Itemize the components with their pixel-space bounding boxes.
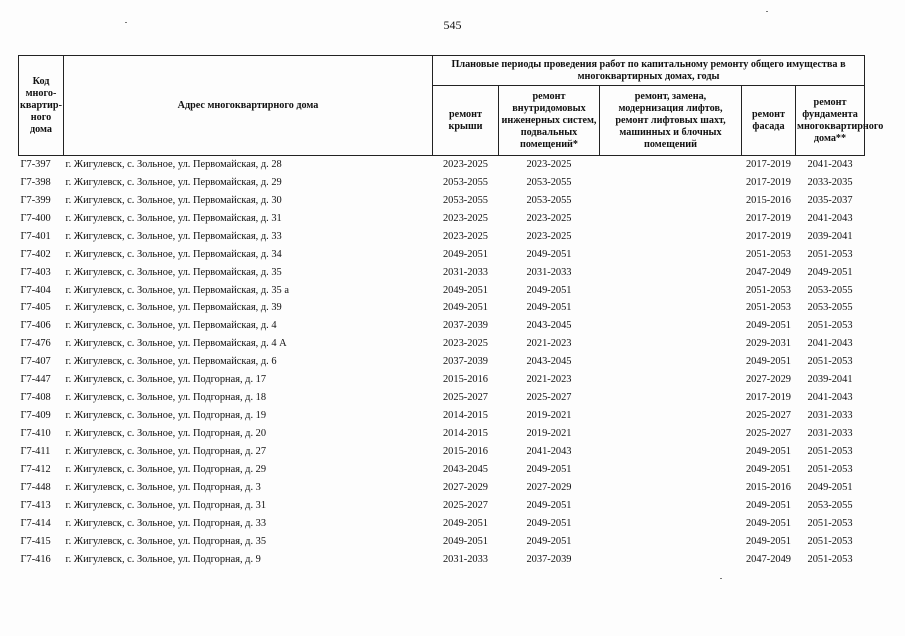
cell-engineering: 2021-2023 xyxy=(526,338,572,350)
cell-address: г. Жигулевск, с. Зольное, ул. Подгорная, д. 35 xyxy=(65,535,267,547)
cell-facade: 2029-2031 xyxy=(745,338,792,350)
cell-engineering: 2027-2029 xyxy=(526,481,572,493)
header-code: Код много-квартир-ного дома xyxy=(19,56,64,156)
cell-roof: 2053-2055 xyxy=(442,176,489,188)
cell-code: Г7-406 xyxy=(20,320,51,332)
cell-foundation: 2033-2035 xyxy=(807,176,853,188)
cell-engineering: 2021-2023 xyxy=(526,374,572,386)
scan-speck xyxy=(720,578,722,579)
cell-foundation: 2051-2053 xyxy=(807,463,853,475)
cell-address: г. Жигулевск, с. Зольное, ул. Подгорная, д. 3 xyxy=(65,481,261,493)
header-engineering: ремонт внутридомовых инженерных систем, подвальных помещений* xyxy=(499,86,600,156)
header-address: Адрес многоквартирного дома xyxy=(64,56,433,156)
header-facade: ремонт фасада xyxy=(742,86,796,156)
table-row xyxy=(19,264,865,282)
cell-engineering: 2049-2051 xyxy=(526,302,572,314)
cell-engineering: 2049-2051 xyxy=(526,284,572,296)
cell-engineering: 2025-2027 xyxy=(526,392,572,404)
cell-foundation: 2053-2055 xyxy=(807,284,853,296)
cell-engineering: 2053-2055 xyxy=(526,176,572,188)
table-row xyxy=(19,389,865,407)
cell-foundation: 2051-2053 xyxy=(807,320,853,332)
cell-address: г. Жигулевск, с. Зольное, ул. Первомайская, д. 6 xyxy=(65,356,277,368)
cell-roof: 2037-2039 xyxy=(442,320,489,332)
cell-facade: 2017-2019 xyxy=(745,176,792,188)
table-row xyxy=(19,497,865,515)
cell-engineering: 2049-2051 xyxy=(526,463,572,475)
cell-engineering: 2019-2021 xyxy=(526,410,572,422)
cell-elevators xyxy=(600,533,742,551)
cell-engineering: 2031-2033 xyxy=(526,266,572,278)
cell-roof: 2031-2033 xyxy=(442,553,489,565)
table-row xyxy=(19,156,865,174)
cell-elevators xyxy=(600,461,742,479)
cell-code: Г7-398 xyxy=(20,176,51,188)
cell-elevators xyxy=(600,282,742,300)
cell-engineering: 2023-2025 xyxy=(526,230,572,242)
cell-elevators xyxy=(600,246,742,264)
table-body xyxy=(19,156,865,569)
cell-code: Г7-411 xyxy=(20,445,51,457)
cell-facade: 2049-2051 xyxy=(745,517,792,529)
cell-foundation: 2053-2055 xyxy=(807,302,853,314)
table-row xyxy=(19,443,865,461)
cell-code: Г7-409 xyxy=(20,410,51,422)
cell-code: Г7-408 xyxy=(20,392,51,404)
cell-address: г. Жигулевск, с. Зольное, ул. Первомайская, д. 39 xyxy=(65,302,282,314)
cell-facade: 2017-2019 xyxy=(745,158,792,170)
cell-roof: 2049-2051 xyxy=(442,302,489,314)
cell-elevators xyxy=(600,497,742,515)
cell-roof: 2027-2029 xyxy=(442,481,489,493)
cell-code: Г7-397 xyxy=(20,158,51,170)
cell-elevators xyxy=(600,210,742,228)
cell-code: Г7-416 xyxy=(20,553,51,565)
table-row xyxy=(19,246,865,264)
cell-facade: 2051-2053 xyxy=(745,284,792,296)
table-row xyxy=(19,282,865,300)
cell-code: Г7-402 xyxy=(20,248,51,260)
cell-foundation: 2051-2053 xyxy=(807,445,853,457)
cell-elevators xyxy=(600,407,742,425)
cell-roof: 2023-2025 xyxy=(442,158,489,170)
cell-address: г. Жигулевск, с. Зольное, ул. Первомайская, д. 31 xyxy=(65,212,282,224)
cell-elevators xyxy=(600,192,742,210)
table-row xyxy=(19,515,865,533)
scan-speck xyxy=(125,22,127,23)
cell-elevators xyxy=(600,156,742,174)
header-foundation: ремонт фундамента многоквартирного дома** xyxy=(796,86,865,156)
cell-engineering: 2023-2025 xyxy=(526,158,572,170)
cell-code: Г7-476 xyxy=(20,338,51,350)
cell-roof: 2053-2055 xyxy=(442,194,489,206)
cell-roof: 2023-2025 xyxy=(442,338,489,350)
cell-foundation: 2041-2043 xyxy=(807,338,853,350)
cell-foundation: 2051-2053 xyxy=(807,248,853,260)
cell-engineering: 2023-2025 xyxy=(526,212,572,224)
header-roof: ремонт крыши xyxy=(433,86,499,156)
cell-facade: 2049-2051 xyxy=(745,320,792,332)
cell-roof: 2049-2051 xyxy=(442,535,489,547)
cell-address: г. Жигулевск, с. Зольное, ул. Подгорная, д. 20 xyxy=(65,428,267,440)
cell-foundation: 2031-2033 xyxy=(807,428,853,440)
cell-code: Г7-403 xyxy=(20,266,51,278)
table-row xyxy=(19,210,865,228)
cell-foundation: 2053-2055 xyxy=(807,499,853,511)
cell-engineering: 2043-2045 xyxy=(526,356,572,368)
cell-engineering: 2053-2055 xyxy=(526,194,572,206)
cell-facade: 2051-2053 xyxy=(745,248,792,260)
cell-facade: 2051-2053 xyxy=(745,302,792,314)
cell-facade: 2017-2019 xyxy=(745,392,792,404)
cell-foundation: 2041-2043 xyxy=(807,212,853,224)
cell-address: г. Жигулевск, с. Зольное, ул. Первомайская, д. 29 xyxy=(65,176,282,188)
cell-address: г. Жигулевск, с. Зольное, ул. Первомайская, д. 30 xyxy=(65,194,282,206)
cell-foundation: 2051-2053 xyxy=(807,553,853,565)
cell-facade: 2025-2027 xyxy=(745,428,792,440)
cell-address: г. Жигулевск, с. Зольное, ул. Подгорная, д. 31 xyxy=(65,499,267,511)
cell-foundation: 2051-2053 xyxy=(807,356,853,368)
cell-facade: 2027-2029 xyxy=(745,374,792,386)
cell-address: г. Жигулевск, с. Зольное, ул. Подгорная, д. 27 xyxy=(65,445,267,457)
cell-facade: 2049-2051 xyxy=(745,445,792,457)
cell-code: Г7-405 xyxy=(20,302,51,314)
cell-code: Г7-400 xyxy=(20,212,51,224)
cell-address: г. Жигулевск, с. Зольное, ул. Первомайская, д. 4 xyxy=(65,320,277,332)
cell-roof: 2014-2015 xyxy=(442,410,489,422)
table-row xyxy=(19,300,865,318)
cell-address: г. Жигулевск, с. Зольное, ул. Первомайская, д. 33 xyxy=(65,230,282,242)
cell-engineering: 2049-2051 xyxy=(526,248,572,260)
cell-facade: 2017-2019 xyxy=(745,230,792,242)
cell-facade: 2049-2051 xyxy=(745,463,792,475)
cell-facade: 2049-2051 xyxy=(745,356,792,368)
cell-facade: 2015-2016 xyxy=(745,481,792,493)
table-row xyxy=(19,479,865,497)
cell-elevators xyxy=(600,317,742,335)
cell-engineering: 2041-2043 xyxy=(526,445,572,457)
cell-code: Г7-413 xyxy=(20,499,51,511)
cell-code: Г7-399 xyxy=(20,194,51,206)
cell-elevators xyxy=(600,551,742,569)
cell-roof: 2049-2051 xyxy=(442,248,489,260)
cell-code: Г7-401 xyxy=(20,230,51,242)
scan-speck xyxy=(766,11,768,12)
cell-address: г. Жигулевск, с. Зольное, ул. Подгорная, д. 19 xyxy=(65,410,267,422)
cell-foundation: 2041-2043 xyxy=(807,392,853,404)
cell-foundation: 2051-2053 xyxy=(807,517,853,529)
cell-address: г. Жигулевск, с. Зольное, ул. Первомайская, д. 34 xyxy=(65,248,282,260)
cell-foundation: 2049-2051 xyxy=(807,266,853,278)
cell-engineering: 2037-2039 xyxy=(526,553,572,565)
cell-engineering: 2043-2045 xyxy=(526,320,572,332)
cell-address: г. Жигулевск, с. Зольное, ул. Подгорная, д. 29 xyxy=(65,463,267,475)
cell-elevators xyxy=(600,335,742,353)
table-row xyxy=(19,551,865,569)
cell-roof: 2037-2039 xyxy=(442,356,489,368)
cell-foundation: 2041-2043 xyxy=(807,158,853,170)
cell-elevators xyxy=(600,389,742,407)
cell-foundation: 2051-2053 xyxy=(807,535,853,547)
cell-address: г. Жигулевск, с. Зольное, ул. Первомайская, д. 4 А xyxy=(65,338,287,350)
cell-elevators xyxy=(600,300,742,318)
cell-facade: 2049-2051 xyxy=(745,535,792,547)
cell-facade: 2047-2049 xyxy=(745,266,792,278)
cell-elevators xyxy=(600,371,742,389)
cell-roof: 2014-2015 xyxy=(442,428,489,440)
cell-elevators xyxy=(600,228,742,246)
cell-address: г. Жигулевск, с. Зольное, ул. Первомайская, д. 28 xyxy=(65,158,282,170)
cell-foundation: 2039-2041 xyxy=(807,230,853,242)
cell-elevators xyxy=(600,425,742,443)
cell-address: г. Жигулевск, с. Зольное, ул. Подгорная, д. 17 xyxy=(65,374,267,386)
cell-roof: 2049-2051 xyxy=(442,517,489,529)
cell-elevators xyxy=(600,479,742,497)
cell-facade: 2025-2027 xyxy=(745,410,792,422)
table-row xyxy=(19,407,865,425)
cell-facade: 2015-2016 xyxy=(745,194,792,206)
cell-foundation: 2031-2033 xyxy=(807,410,853,422)
table-row xyxy=(19,425,865,443)
cell-address: г. Жигулевск, с. Зольное, ул. Подгорная, д. 33 xyxy=(65,517,267,529)
cell-roof: 2049-2051 xyxy=(442,284,489,296)
table-row xyxy=(19,228,865,246)
table-row xyxy=(19,317,865,335)
cell-roof: 2023-2025 xyxy=(442,230,489,242)
cell-roof: 2025-2027 xyxy=(442,392,489,404)
cell-address: г. Жигулевск, с. Зольное, ул. Подгорная, д. 18 xyxy=(65,392,267,404)
cell-engineering: 2019-2021 xyxy=(526,428,572,440)
header-elevators: ремонт, замена, модернизация лифтов, ремонт лифтовых шахт, машинных и блочных помещений xyxy=(600,86,742,156)
cell-foundation: 2035-2037 xyxy=(807,194,853,206)
cell-roof: 2015-2016 xyxy=(442,445,489,457)
cell-facade: 2047-2049 xyxy=(745,553,792,565)
cell-elevators xyxy=(600,443,742,461)
table-row xyxy=(19,533,865,551)
page-number: 545 xyxy=(443,18,462,32)
table-row xyxy=(19,353,865,371)
cell-code: Г7-407 xyxy=(20,356,51,368)
cell-address: г. Жигулевск, с. Зольное, ул. Первомайская, д. 35 xyxy=(65,266,282,278)
cell-code: Г7-448 xyxy=(20,481,51,493)
cell-code: Г7-412 xyxy=(20,463,51,475)
cell-code: Г7-447 xyxy=(20,374,51,386)
cell-roof: 2023-2025 xyxy=(442,212,489,224)
cell-engineering: 2049-2051 xyxy=(526,517,572,529)
cell-code: Г7-410 xyxy=(20,428,51,440)
cell-address: г. Жигулевск, с. Зольное, ул. Подгорная, д. 9 xyxy=(65,553,261,565)
cell-engineering: 2049-2051 xyxy=(526,535,572,547)
cell-elevators xyxy=(600,515,742,533)
table-row xyxy=(19,335,865,353)
cell-address: г. Жигулевск, с. Зольное, ул. Первомайская, д. 35 а xyxy=(65,284,289,296)
cell-roof: 2015-2016 xyxy=(442,374,489,386)
table-row xyxy=(19,174,865,192)
cell-roof: 2025-2027 xyxy=(442,499,489,511)
table-row xyxy=(19,371,865,389)
table-row xyxy=(19,192,865,210)
cell-roof: 2043-2045 xyxy=(442,463,489,475)
cell-code: Г7-414 xyxy=(20,517,51,529)
cell-elevators xyxy=(600,174,742,192)
cell-engineering: 2049-2051 xyxy=(526,499,572,511)
cell-code: Г7-415 xyxy=(20,535,51,547)
cell-foundation: 2049-2051 xyxy=(807,481,853,493)
cell-code: Г7-404 xyxy=(20,284,51,296)
cell-foundation: 2039-2041 xyxy=(807,374,853,386)
header-planned-periods: Плановые периоды проведения работ по капитальному ремонту общего имущества в многоквартирных домах, годы xyxy=(433,56,865,86)
cell-elevators xyxy=(600,264,742,282)
cell-facade: 2017-2019 xyxy=(745,212,792,224)
table-row xyxy=(19,461,865,479)
capital-repair-schedule-table xyxy=(18,55,884,569)
cell-elevators xyxy=(600,353,742,371)
cell-facade: 2049-2051 xyxy=(745,499,792,511)
cell-roof: 2031-2033 xyxy=(442,266,489,278)
